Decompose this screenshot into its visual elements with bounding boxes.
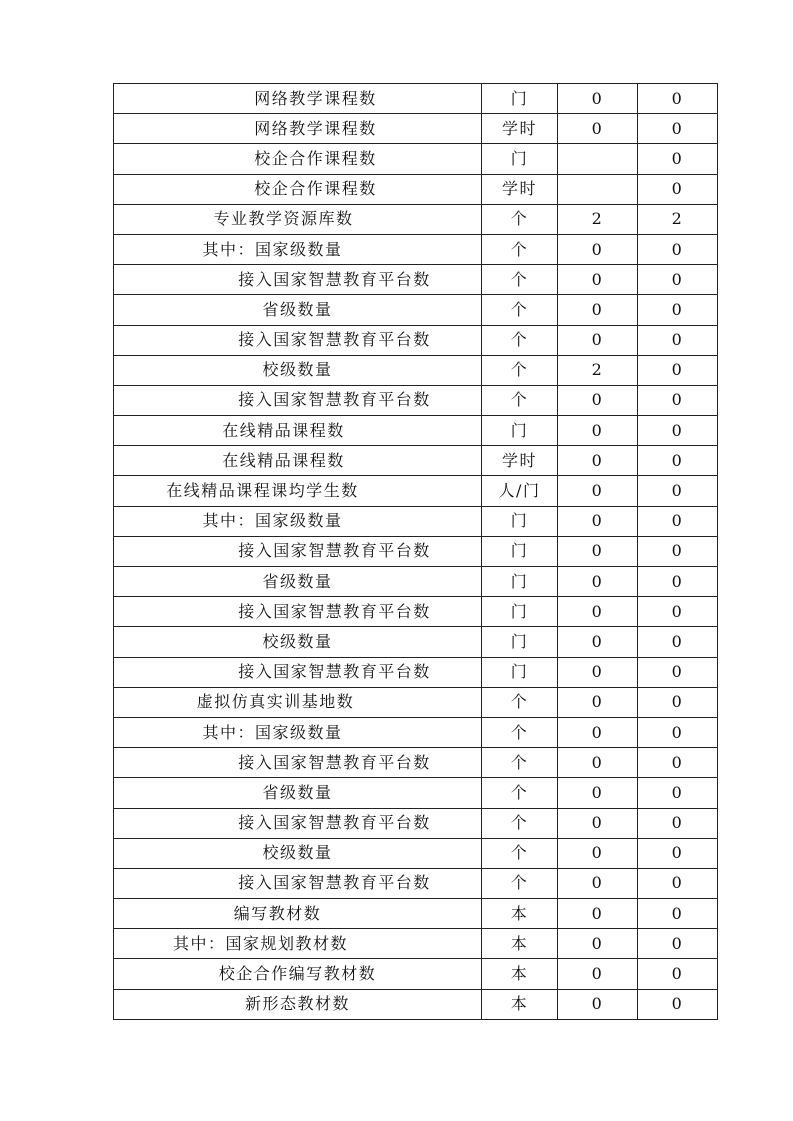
table-row bbox=[114, 144, 718, 174]
table-row bbox=[114, 868, 718, 898]
unit-cell: 个 bbox=[482, 717, 558, 747]
table-row bbox=[114, 597, 718, 627]
item-name-cell bbox=[114, 778, 482, 808]
value-cell-1 bbox=[558, 144, 638, 174]
table-row bbox=[114, 174, 718, 204]
item-name: 接入国家智慧教育平台数 bbox=[238, 390, 431, 410]
item-name: 网络教学课程数 bbox=[254, 88, 377, 108]
table-row bbox=[114, 416, 718, 446]
value-cell-2: 0 bbox=[638, 325, 718, 355]
value-cell-2: 2 bbox=[638, 204, 718, 234]
unit-cell: 学时 bbox=[482, 174, 558, 204]
item-name-cell bbox=[114, 114, 482, 144]
unit-cell: 门 bbox=[482, 597, 558, 627]
value-cell-2: 0 bbox=[638, 959, 718, 989]
value-cell-2: 0 bbox=[638, 808, 718, 838]
unit-cell: 门 bbox=[482, 506, 558, 536]
value-cell-2: 0 bbox=[638, 114, 718, 144]
item-name: 其中：国家级数量 bbox=[202, 722, 343, 742]
unit-cell: 本 bbox=[482, 899, 558, 929]
value-cell-1: 0 bbox=[558, 959, 638, 989]
item-name: 校企合作课程数 bbox=[254, 179, 377, 199]
value-cell-2: 0 bbox=[638, 295, 718, 325]
value-cell-1: 0 bbox=[558, 808, 638, 838]
table-row bbox=[114, 808, 718, 838]
value-cell-1: 0 bbox=[558, 838, 638, 868]
unit-cell: 个 bbox=[482, 778, 558, 808]
item-name: 专业教学资源库数 bbox=[213, 209, 354, 229]
value-cell-2: 0 bbox=[638, 748, 718, 778]
item-name-cell bbox=[114, 476, 482, 506]
value-cell-2: 0 bbox=[638, 385, 718, 415]
item-name-cell bbox=[114, 84, 482, 114]
value-cell-1: 0 bbox=[558, 687, 638, 717]
item-name: 校级数量 bbox=[262, 843, 333, 863]
value-cell-2: 0 bbox=[638, 446, 718, 476]
unit-cell: 个 bbox=[482, 355, 558, 385]
item-name-cell bbox=[114, 597, 482, 627]
item-name-cell bbox=[114, 355, 482, 385]
item-name-cell bbox=[114, 989, 482, 1019]
item-name: 接入国家智慧教育平台数 bbox=[238, 813, 431, 833]
value-cell-1: 0 bbox=[558, 567, 638, 597]
table-row bbox=[114, 627, 718, 657]
value-cell-2: 0 bbox=[638, 144, 718, 174]
item-name-cell bbox=[114, 416, 482, 446]
value-cell-1: 0 bbox=[558, 506, 638, 536]
item-name: 校级数量 bbox=[262, 631, 333, 651]
table-row bbox=[114, 325, 718, 355]
unit-cell: 个 bbox=[482, 687, 558, 717]
item-name: 校企合作课程数 bbox=[254, 148, 377, 168]
table-body bbox=[114, 84, 718, 1020]
item-name-cell bbox=[114, 446, 482, 476]
item-name: 接入国家智慧教育平台数 bbox=[238, 541, 431, 561]
value-cell-2: 0 bbox=[638, 989, 718, 1019]
unit-cell: 学时 bbox=[482, 446, 558, 476]
item-name-cell bbox=[114, 506, 482, 536]
value-cell-1: 2 bbox=[558, 204, 638, 234]
value-cell-2: 0 bbox=[638, 838, 718, 868]
unit-cell: 门 bbox=[482, 416, 558, 446]
table-row bbox=[114, 989, 718, 1019]
table-row bbox=[114, 899, 718, 929]
table-row bbox=[114, 234, 718, 264]
value-cell-1: 0 bbox=[558, 84, 638, 114]
unit-cell: 本 bbox=[482, 929, 558, 959]
table-row bbox=[114, 84, 718, 114]
item-name-cell bbox=[114, 929, 482, 959]
value-cell-1 bbox=[558, 174, 638, 204]
value-cell-2: 0 bbox=[638, 536, 718, 566]
value-cell-1: 0 bbox=[558, 114, 638, 144]
statistics-table bbox=[113, 83, 718, 1020]
value-cell-2: 0 bbox=[638, 84, 718, 114]
item-name-cell bbox=[114, 657, 482, 687]
unit-cell: 个 bbox=[482, 868, 558, 898]
table-row bbox=[114, 717, 718, 747]
item-name-cell bbox=[114, 567, 482, 597]
item-name-cell bbox=[114, 717, 482, 747]
item-name: 省级数量 bbox=[262, 571, 333, 591]
unit-cell: 门 bbox=[482, 657, 558, 687]
unit-cell: 个 bbox=[482, 838, 558, 868]
value-cell-1: 0 bbox=[558, 778, 638, 808]
value-cell-2: 0 bbox=[638, 597, 718, 627]
item-name: 在线精品课程数 bbox=[222, 420, 345, 440]
item-name: 省级数量 bbox=[262, 299, 333, 319]
value-cell-1: 0 bbox=[558, 385, 638, 415]
value-cell-2: 0 bbox=[638, 868, 718, 898]
table-row bbox=[114, 355, 718, 385]
item-name-cell bbox=[114, 536, 482, 566]
table-row bbox=[114, 838, 718, 868]
table-row bbox=[114, 506, 718, 536]
table-row bbox=[114, 567, 718, 597]
value-cell-2: 0 bbox=[638, 476, 718, 506]
value-cell-1: 0 bbox=[558, 446, 638, 476]
item-name-cell bbox=[114, 265, 482, 295]
value-cell-1: 0 bbox=[558, 295, 638, 325]
table-row bbox=[114, 748, 718, 778]
value-cell-2: 0 bbox=[638, 567, 718, 597]
item-name-cell bbox=[114, 838, 482, 868]
unit-cell: 门 bbox=[482, 84, 558, 114]
item-name-cell bbox=[114, 808, 482, 838]
item-name: 其中：国家级数量 bbox=[202, 239, 343, 259]
value-cell-1: 2 bbox=[558, 355, 638, 385]
value-cell-1: 0 bbox=[558, 657, 638, 687]
item-name-cell bbox=[114, 899, 482, 929]
table-row bbox=[114, 385, 718, 415]
item-name: 接入国家智慧教育平台数 bbox=[238, 752, 431, 772]
table-row bbox=[114, 446, 718, 476]
value-cell-2: 0 bbox=[638, 416, 718, 446]
value-cell-1: 0 bbox=[558, 929, 638, 959]
unit-cell: 个 bbox=[482, 385, 558, 415]
item-name: 新形态教材数 bbox=[244, 994, 350, 1014]
unit-cell: 门 bbox=[482, 627, 558, 657]
table-row bbox=[114, 536, 718, 566]
unit-cell: 个 bbox=[482, 295, 558, 325]
unit-cell: 个 bbox=[482, 204, 558, 234]
item-name: 接入国家智慧教育平台数 bbox=[238, 873, 431, 893]
item-name: 接入国家智慧教育平台数 bbox=[238, 662, 431, 682]
item-name: 编写教材数 bbox=[233, 903, 322, 923]
item-name-cell bbox=[114, 627, 482, 657]
item-name: 网络教学课程数 bbox=[254, 118, 377, 138]
unit-cell: 本 bbox=[482, 989, 558, 1019]
item-name-cell bbox=[114, 204, 482, 234]
value-cell-2: 0 bbox=[638, 265, 718, 295]
value-cell-2: 0 bbox=[638, 174, 718, 204]
unit-cell: 本 bbox=[482, 959, 558, 989]
unit-cell: 学时 bbox=[482, 114, 558, 144]
unit-cell: 个 bbox=[482, 748, 558, 778]
value-cell-1: 0 bbox=[558, 325, 638, 355]
value-cell-2: 0 bbox=[638, 355, 718, 385]
value-cell-1: 0 bbox=[558, 748, 638, 778]
item-name-cell bbox=[114, 295, 482, 325]
table-row bbox=[114, 778, 718, 808]
item-name-cell bbox=[114, 234, 482, 264]
value-cell-1: 0 bbox=[558, 597, 638, 627]
item-name: 接入国家智慧教育平台数 bbox=[238, 330, 431, 350]
value-cell-1: 0 bbox=[558, 989, 638, 1019]
item-name: 校级数量 bbox=[262, 360, 333, 380]
value-cell-2: 0 bbox=[638, 717, 718, 747]
item-name-cell bbox=[114, 959, 482, 989]
value-cell-1: 0 bbox=[558, 476, 638, 506]
item-name-cell bbox=[114, 748, 482, 778]
value-cell-2: 0 bbox=[638, 778, 718, 808]
item-name: 在线精品课程课均学生数 bbox=[166, 481, 359, 501]
unit-cell: 个 bbox=[482, 265, 558, 295]
value-cell-1: 0 bbox=[558, 416, 638, 446]
item-name-cell bbox=[114, 325, 482, 355]
item-name-cell bbox=[114, 385, 482, 415]
unit-cell: 门 bbox=[482, 567, 558, 597]
item-name-cell bbox=[114, 144, 482, 174]
unit-cell: 个 bbox=[482, 325, 558, 355]
item-name-cell bbox=[114, 868, 482, 898]
value-cell-2: 0 bbox=[638, 657, 718, 687]
item-name: 其中：国家规划教材数 bbox=[172, 933, 348, 953]
unit-cell: 个 bbox=[482, 808, 558, 838]
item-name: 虚拟仿真实训基地数 bbox=[196, 692, 355, 712]
value-cell-1: 0 bbox=[558, 265, 638, 295]
item-name: 接入国家智慧教育平台数 bbox=[238, 269, 431, 289]
item-name: 其中：国家级数量 bbox=[202, 511, 343, 531]
value-cell-1: 0 bbox=[558, 234, 638, 264]
unit-cell: 个 bbox=[482, 234, 558, 264]
table-row bbox=[114, 476, 718, 506]
item-name-cell bbox=[114, 174, 482, 204]
item-name-cell bbox=[114, 687, 482, 717]
table-row bbox=[114, 265, 718, 295]
value-cell-1: 0 bbox=[558, 868, 638, 898]
item-name: 校企合作编写教材数 bbox=[218, 964, 377, 984]
table-row bbox=[114, 204, 718, 234]
table-row bbox=[114, 929, 718, 959]
value-cell-2: 0 bbox=[638, 687, 718, 717]
value-cell-2: 0 bbox=[638, 506, 718, 536]
unit-cell: 门 bbox=[482, 144, 558, 174]
table-row bbox=[114, 114, 718, 144]
value-cell-1: 0 bbox=[558, 536, 638, 566]
value-cell-2: 0 bbox=[638, 627, 718, 657]
table-row bbox=[114, 657, 718, 687]
table-row bbox=[114, 687, 718, 717]
unit-cell: 人/门 bbox=[482, 476, 558, 506]
value-cell-1: 0 bbox=[558, 627, 638, 657]
value-cell-1: 0 bbox=[558, 899, 638, 929]
item-name: 省级数量 bbox=[262, 782, 333, 802]
value-cell-2: 0 bbox=[638, 929, 718, 959]
item-name: 接入国家智慧教育平台数 bbox=[238, 601, 431, 621]
value-cell-2: 0 bbox=[638, 899, 718, 929]
value-cell-1: 0 bbox=[558, 717, 638, 747]
unit-cell: 门 bbox=[482, 536, 558, 566]
value-cell-2: 0 bbox=[638, 234, 718, 264]
table-row bbox=[114, 295, 718, 325]
table-row bbox=[114, 959, 718, 989]
item-name: 在线精品课程数 bbox=[222, 450, 345, 470]
